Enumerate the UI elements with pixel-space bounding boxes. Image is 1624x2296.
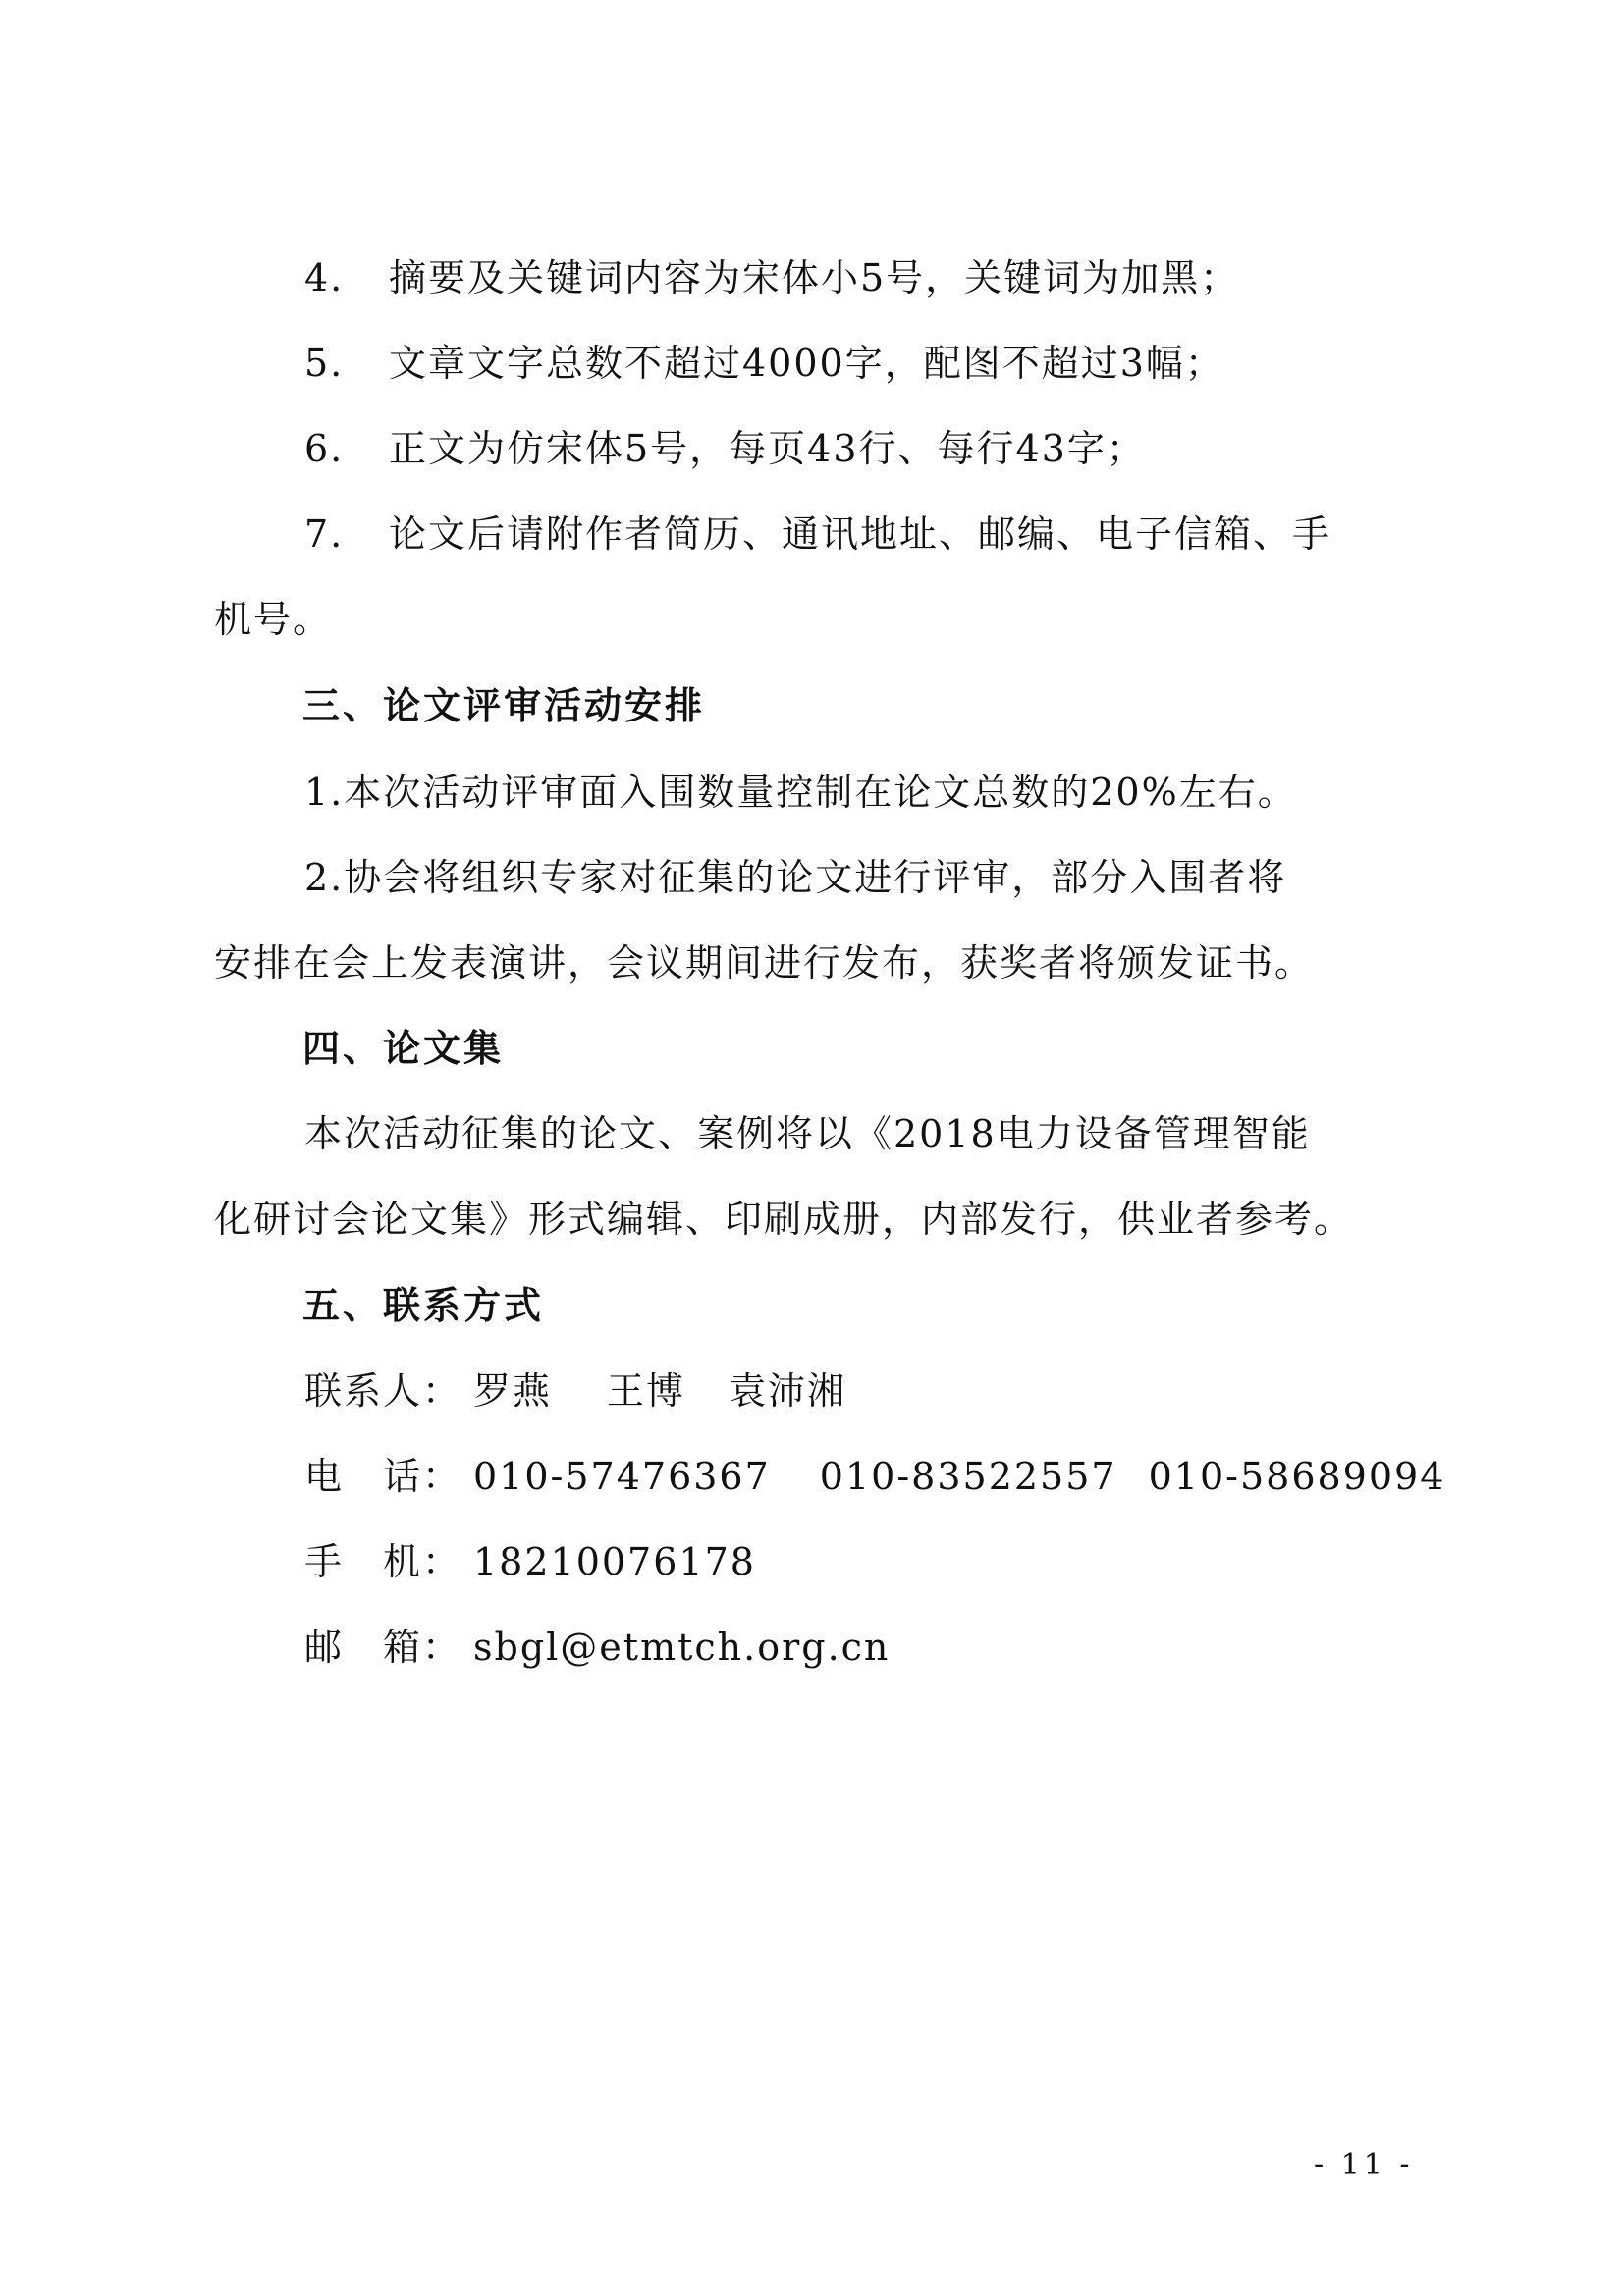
phone-label: 电 话： — [304, 1455, 462, 1498]
section-3-paragraph-1: 1.本次活动评审面入围数量控制在论文总数的20%左右。 — [304, 771, 1297, 814]
section-5-heading: 五、联系方式 — [302, 1283, 545, 1327]
section-3-paragraph-2-line-2: 安排在会上发表演讲，会议期间进行发布，获奖者将颁发证书。 — [214, 941, 1315, 985]
email-label: 邮 箱： — [304, 1626, 462, 1669]
section-4-paragraph-line-1: 本次活动征集的论文、案例将以《2018电力设备管理智能 — [304, 1112, 1311, 1155]
item-text: 文章文字总数不超过4000字，配图不超过3幅； — [389, 342, 1224, 385]
item-number: 6. — [304, 427, 345, 470]
requirement-item-7-continuation: 机号。 — [214, 598, 333, 641]
contact-name: 王博 — [607, 1369, 686, 1413]
section-4-paragraph-line-2: 化研讨会论文集》形式编辑、印刷成册，内部发行，供业者参考。 — [214, 1198, 1354, 1241]
mobile-label: 手 机： — [304, 1540, 462, 1583]
mobile-row — [304, 1537, 756, 1586]
requirement-item-6 — [304, 424, 1146, 473]
item-text: 正文为仿宋体5号，每页43行、每行43字； — [389, 427, 1146, 470]
item-number: 5. — [304, 342, 345, 385]
contact-name: 罗燕 — [473, 1369, 553, 1413]
requirement-item-7 — [304, 509, 1331, 559]
email-row — [304, 1623, 890, 1672]
contact-name: 袁沛湘 — [729, 1369, 847, 1413]
item-text: 摘要及关键词内容为宋体小5号，关键词为加黑； — [389, 256, 1240, 299]
section-3-paragraph-2-line-1: 2.协会将组织专家对征集的论文进行评审，部分入围者将 — [304, 856, 1287, 899]
phone-number: 010-58689094 — [1148, 1455, 1446, 1498]
item-number: 7. — [304, 512, 345, 556]
mobile-number: 18210076178 — [473, 1540, 756, 1583]
requirement-item-4 — [304, 253, 1239, 302]
email-address: sbgl@etmtch.org.cn — [473, 1626, 891, 1669]
item-number: 4. — [304, 256, 345, 299]
section-3-heading: 三、论文评审活动安排 — [302, 683, 706, 727]
phone-number: 010-83522557 — [819, 1455, 1117, 1498]
page-number: - 11 - — [1314, 2148, 1414, 2182]
phone-number: 010-57476367 — [473, 1455, 771, 1498]
section-4-heading: 四、论文集 — [302, 1026, 505, 1070]
item-text: 论文后请附作者简历、通讯地址、邮编、电子信箱、手 — [389, 512, 1332, 556]
requirement-item-5 — [304, 339, 1224, 388]
contact-person-label: 联系人： — [304, 1369, 462, 1413]
phone-row — [304, 1452, 1445, 1501]
contact-person-row — [304, 1366, 846, 1415]
